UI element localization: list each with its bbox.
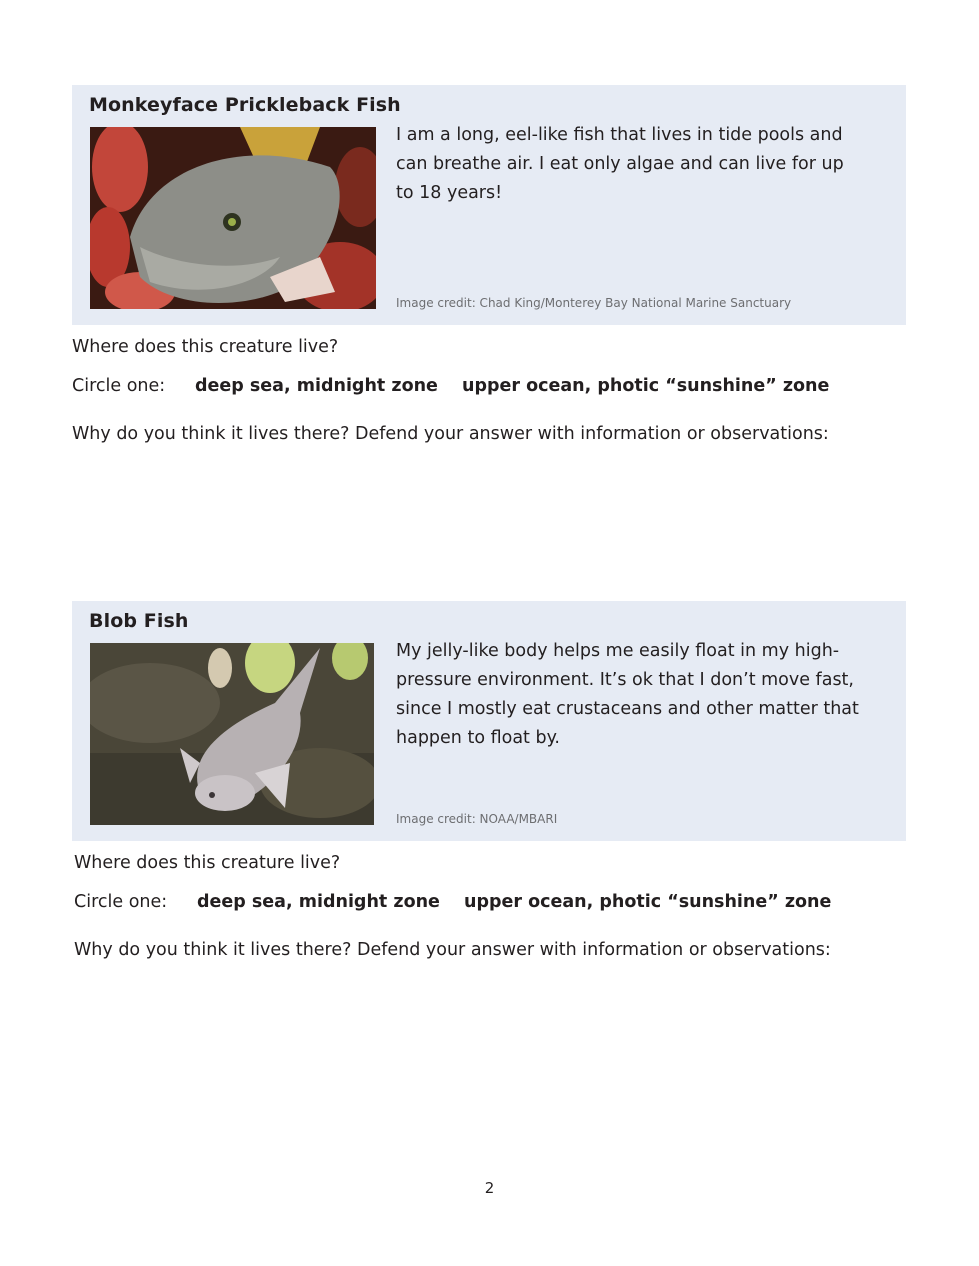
option-upper-ocean[interactable]: upper ocean, photic “sunshine” zone xyxy=(464,892,832,912)
question-why-2: Why do you think it lives there? Defend your answer with information or observations: xyxy=(74,940,831,960)
monkeyface-prickleback-photo xyxy=(90,127,376,309)
option-deep-sea[interactable]: deep sea, midnight zone xyxy=(195,376,438,396)
circle-one-label: Circle one: xyxy=(72,376,166,396)
question-where-1: Where does this creature live? xyxy=(72,337,339,357)
question-where-2: Where does this creature live? xyxy=(74,853,341,873)
creature-card-monkeyface xyxy=(72,85,906,325)
creature-description: I am a long, eel-like fish that lives in tide pools and can breathe air. I eat only algae and can live for up to 18 years! xyxy=(396,125,844,203)
option-deep-sea[interactable]: deep sea, midnight zone xyxy=(197,892,440,912)
question-why-1: Why do you think it lives there? Defend your answer with information or observations: xyxy=(72,424,829,444)
blob-fish-photo xyxy=(90,643,374,825)
page-number: 2 xyxy=(484,1179,495,1197)
option-upper-ocean[interactable]: upper ocean, photic “sunshine” zone xyxy=(462,376,830,396)
circle-one-label: Circle one: xyxy=(74,892,168,912)
image-credit: Image credit: NOAA/MBARI xyxy=(396,812,558,826)
creature-title: Blob Fish xyxy=(89,610,189,632)
creature-description: My jelly-like body helps me easily float in my high-pressure environment. It’s ok that I don’t move fast, since I mostly eat crustaceans and other matter that happen to float by. xyxy=(396,641,859,748)
image-credit: Image credit: Chad King/Monterey Bay National Marine Sanctuary xyxy=(396,296,792,310)
creature-title: Monkeyface Prickleback Fish xyxy=(89,94,401,116)
creature-card-blobfish xyxy=(72,601,906,841)
